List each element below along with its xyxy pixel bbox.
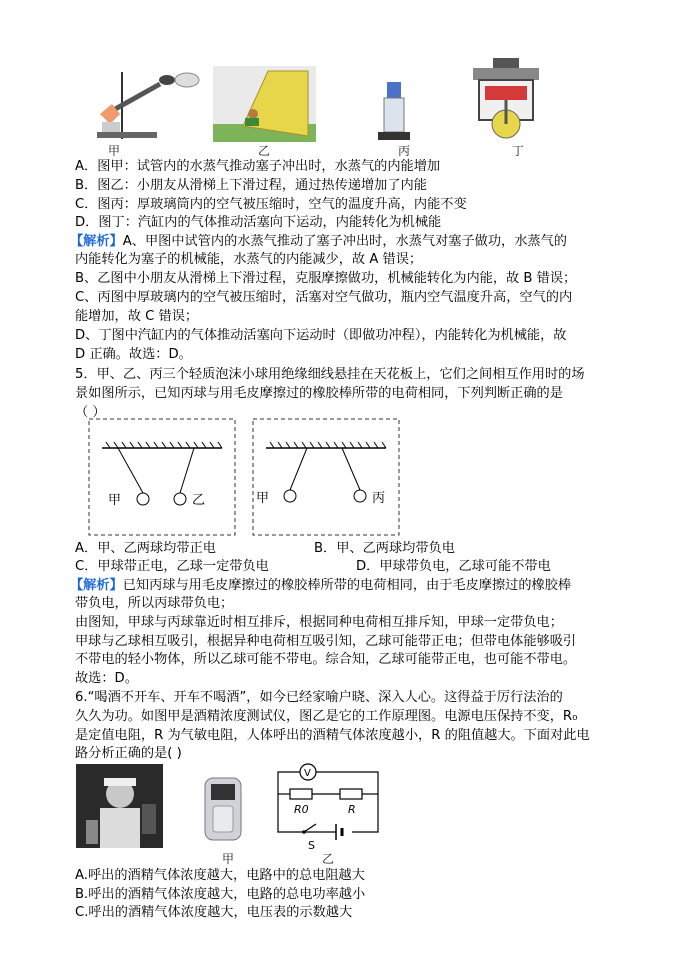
q6-r0-label: R0: [294, 803, 309, 816]
q5-stem-line-3: （ ）: [75, 405, 106, 420]
q4-jiexi-tag: 【解析】: [70, 234, 123, 249]
q4-option-a: A．图甲：试管内的水蒸气推动塞子冲出时，水蒸气的内能增加: [75, 159, 441, 174]
q4-jiexi-line-3: B、乙图中小朋友从滑梯上下滑过程，克服摩擦做功，机械能转化为内能，故 B 错误；: [75, 271, 577, 286]
q6-voltmeter-label: V: [304, 768, 311, 779]
q4-figure-bing: [372, 78, 417, 144]
q4-label-jia: 甲: [108, 144, 121, 158]
q5-option-d: D．甲球带负电，乙球可能不带电: [356, 559, 551, 574]
q6-stem-line-3: 是定值电阻，R 为气敏电阻，人体呼出的酒精气体浓度越小，R 的阻值越大。下面对此电: [75, 728, 590, 743]
q5-stem-line-1: 5．甲、乙、丙三个轻质泡沫小球用绝缘细线悬挂在天花板上，它们之间相互作用时的场: [75, 367, 585, 382]
q5-jiexi-line-5: 不带电的轻小物体，所以乙球可能不带电。综合知，乙球可能带正电，也可能不带电。: [75, 652, 577, 667]
q5-stem-line-2: 景如图所示，已知丙球与用毛皮摩擦过的橡胶棒所带的电荷相同，下列判断正确的是: [75, 386, 563, 401]
q4-label-ding: 丁: [512, 144, 525, 158]
q4-jiexi-line-6: D、丁图中汽缸内的气体推动活塞向下运动时（即做功冲程），内能转化为机械能，故: [75, 328, 567, 343]
q4-jiexi-line-4: C、丙图中厚玻璃内的空气被压缩时，活塞对空气做功，瓶内空气温度升高，空气的内: [75, 290, 573, 305]
q6-option-b: B.呼出的酒精气体浓度越大，电路的总电功率越小: [75, 887, 366, 902]
q6-stem-line-4: 路分析正确的是( ): [75, 746, 182, 761]
q4-label-bing: 丙: [398, 144, 411, 158]
q6-option-a: A.呼出的酒精气体浓度越大，电路中的总电阻越大: [75, 868, 365, 883]
q5-option-b: B．甲、乙两球均带负电: [314, 541, 455, 556]
q4-jiexi-line-1: 【解析】A、甲图中试管内的水蒸气推动了塞子冲出时，水蒸气对塞子做功，水蒸气的: [70, 234, 567, 249]
q5-fig1-label-jia: 甲: [108, 493, 122, 508]
q5-fig2-label-jia: 甲: [256, 491, 270, 506]
q5-jiexi-line-1: 【解析】已知丙球与用毛皮摩擦过的橡胶棒所带的电荷相同，由于毛皮摩擦过的橡胶棒: [70, 578, 572, 593]
q5-jiexi-line-3: 由图知，甲球与丙球靠近时相互排斥，根据同种电荷相互排斥知，甲球一定带负电；: [75, 615, 563, 630]
q4-figure-ding: [465, 56, 547, 144]
q5-figure-1: [88, 418, 236, 536]
q5-fig1-label-yi: 乙: [192, 493, 206, 508]
q5-jiexi-line-2: 带负电，所以丙球带负电；: [75, 596, 234, 611]
q6-breathalyzer-device: [201, 774, 245, 844]
q5-fig2-label-bing: 丙: [372, 491, 386, 506]
q4-jiexi-line-5: 能增加，故 C 错误；: [75, 309, 199, 324]
q5-jiexi-tag: 【解析】: [70, 578, 123, 593]
q4-option-b: B．图乙：小朋友从滑梯上下滑过程，通过热传递增加了内能: [75, 178, 427, 193]
q5-figure-2: [252, 418, 400, 536]
q4-figure-yi: [213, 66, 316, 142]
q4-option-c: C．图丙：厚玻璃筒内的空气被压缩时，空气的温度升高，内能不变: [75, 197, 467, 212]
q6-r-label: R: [348, 803, 356, 816]
q5-option-c: C．甲球带正电，乙球一定带负电: [75, 559, 269, 574]
q4-label-yi: 乙: [258, 144, 271, 158]
q6-stem-line-2: 久久为功。如图甲是酒精浓度测试仪，图乙是它的工作原理图。电源电压保持不变，R₀: [75, 709, 578, 724]
q6-label-jia: 甲: [222, 852, 235, 866]
q4-figure-jia: [92, 64, 207, 144]
q5-jiexi-line-6: 故选：D。: [75, 671, 138, 686]
q4-jiexi-line-7: D 正确。故选：D。: [75, 347, 192, 362]
q6-switch-label: S: [308, 839, 315, 852]
q5-option-a: A．甲、乙两球均带正电: [75, 541, 216, 556]
q6-label-yi: 乙: [322, 852, 335, 866]
q6-circuit-diagram: [272, 758, 382, 852]
q6-stem-line-1: 6.“喝酒不开车、开车不喝酒”，如今已经家喻户晓、深入人心。这得益于厉行法治的: [75, 690, 563, 705]
q4-jiexi-line-2: 内能转化为塞子的机械能，水蒸气的内能减少，故 A 错误；: [75, 252, 423, 267]
q6-option-c: C.呼出的酒精气体浓度越大，电压表的示数越大: [75, 905, 353, 920]
q5-jiexi-line-4: 甲球与乙球相互吸引，根据异种电荷相互吸引知，乙球可能带正电；但带电体能够吸引: [75, 634, 577, 649]
q6-photo: [76, 764, 163, 848]
q4-option-d: D．图丁：汽缸内的气体推动活塞向下运动，内能转化为机械能: [75, 215, 442, 230]
